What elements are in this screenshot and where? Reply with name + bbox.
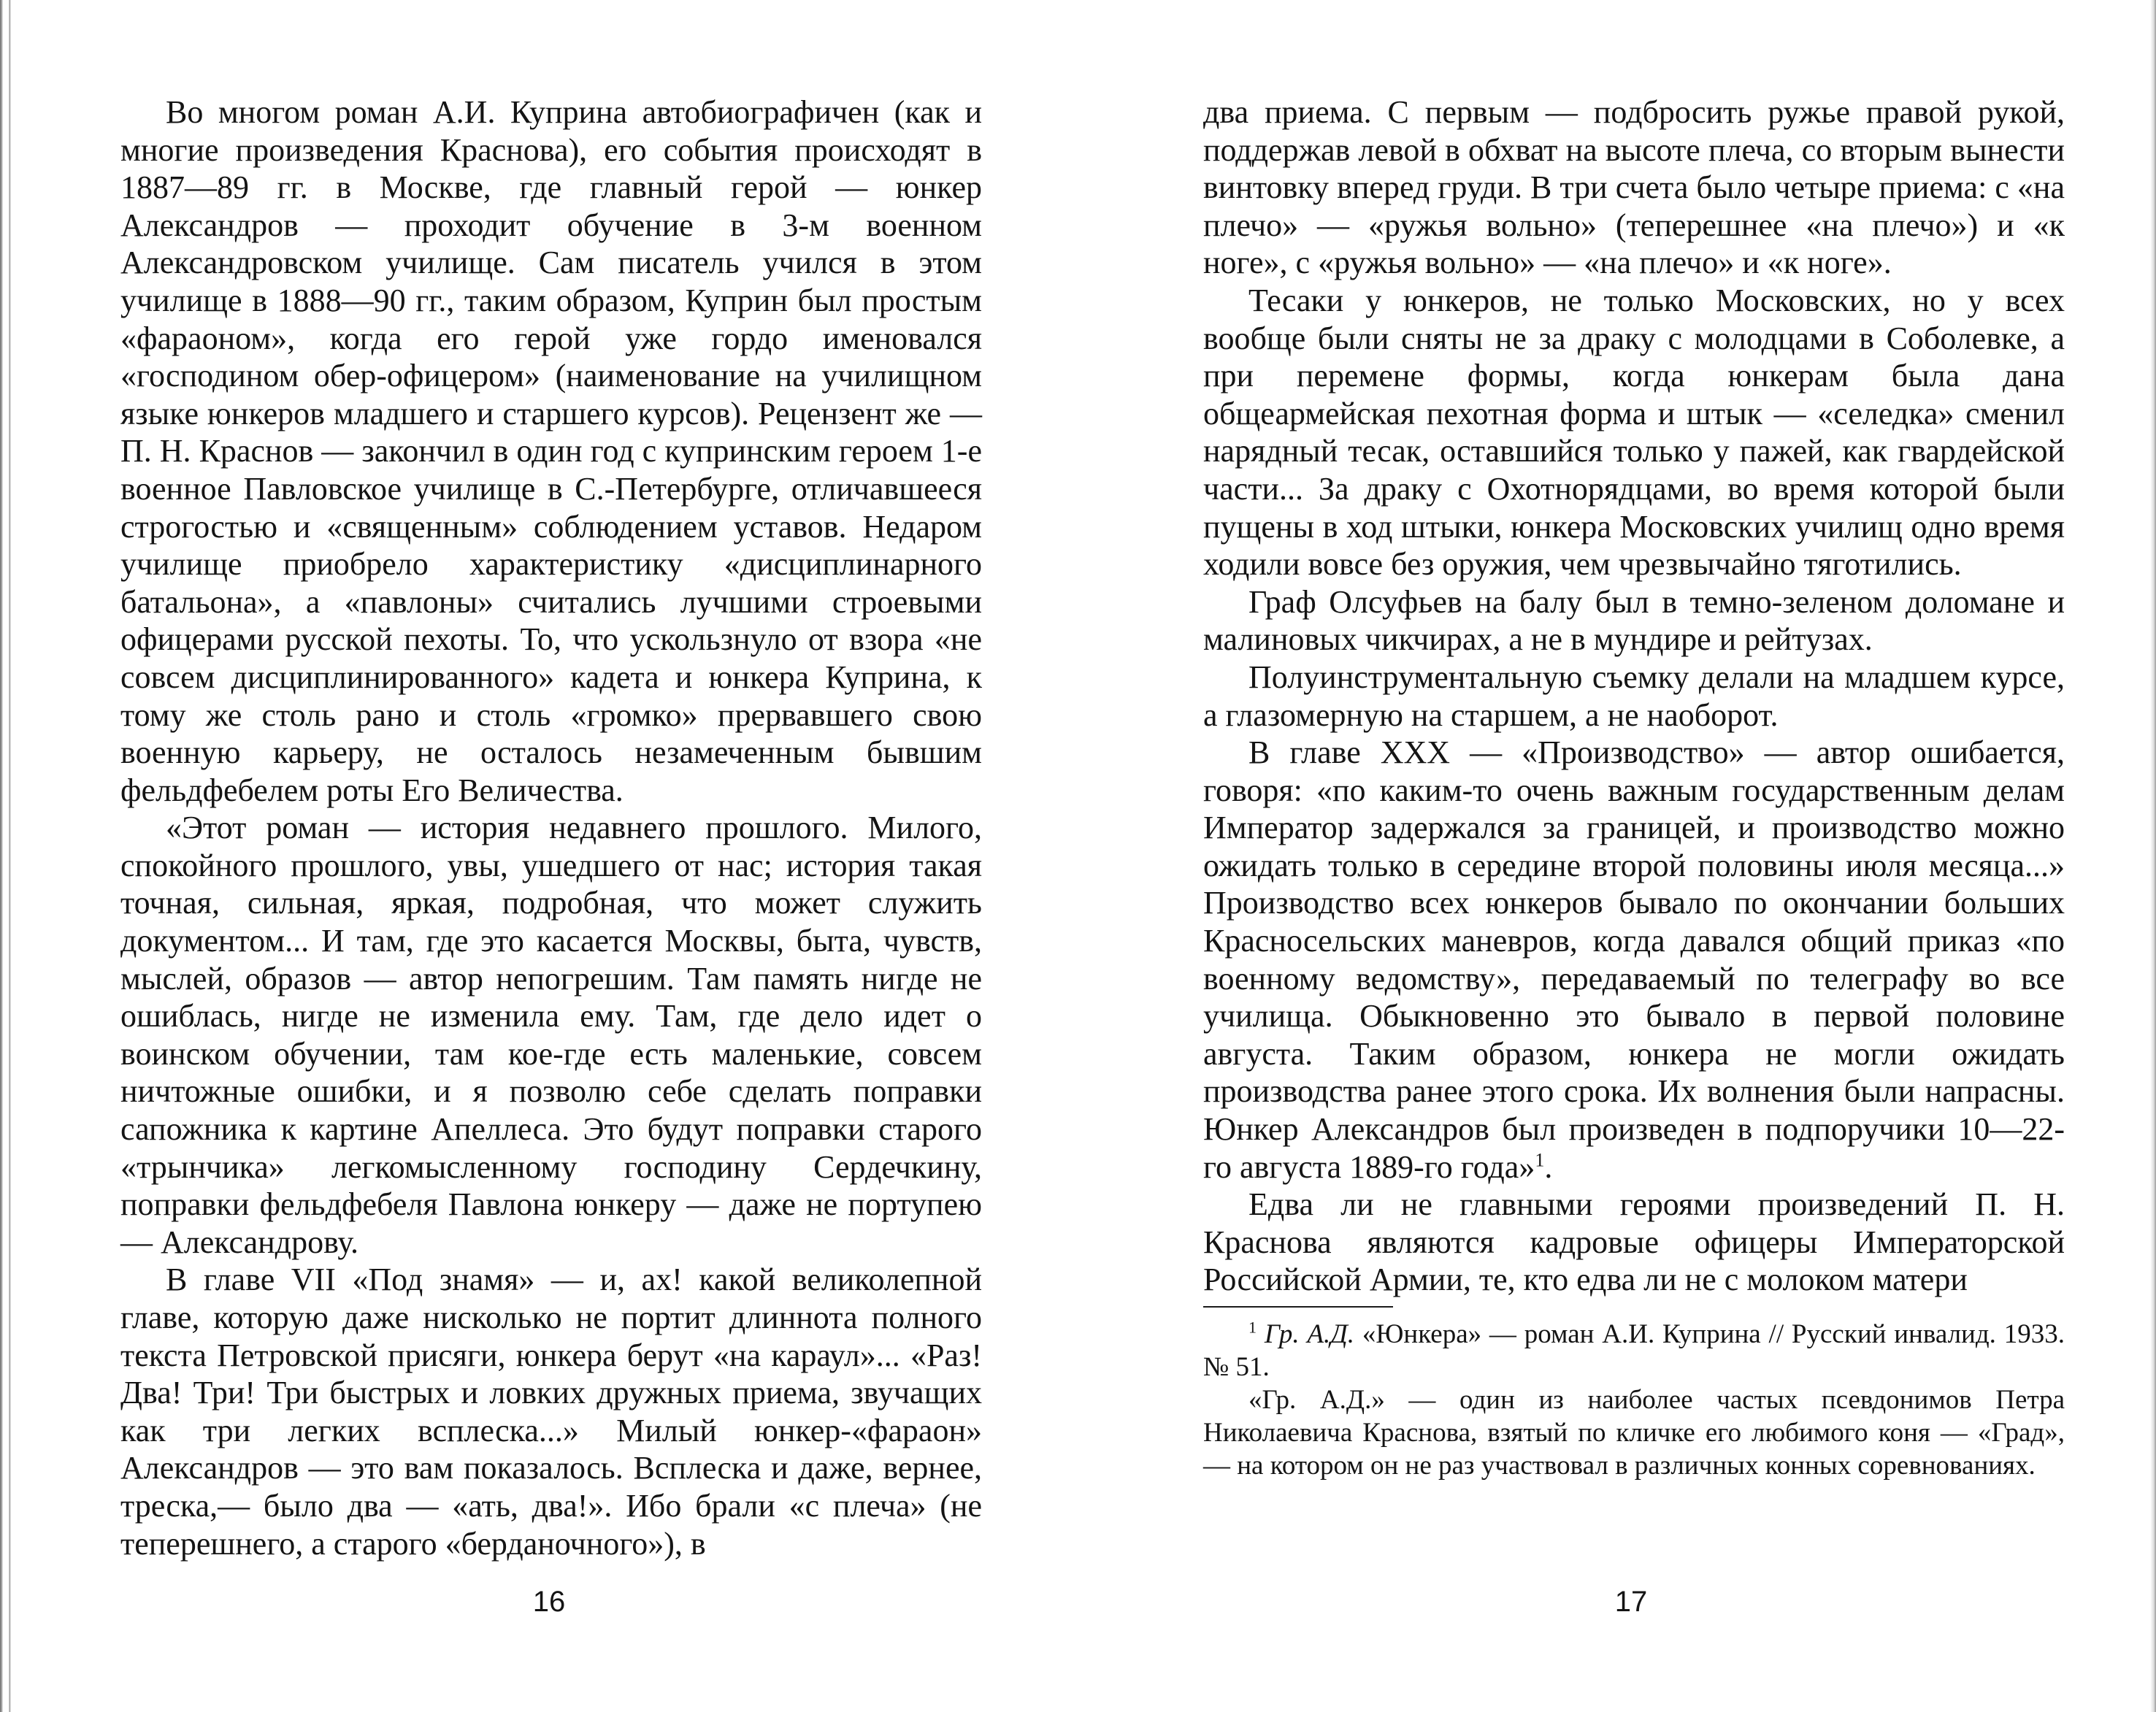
left-page-body <box>120 93 982 1562</box>
paragraph: Полуинструментальную съемку делали на младшем курсе, а глазомерную на старшем, а не наоборот. <box>1203 659 2065 733</box>
paragraph: Граф Олсуфьев на балу был в темно-зеленом доломане и малиновых чикчирах, а не в мундире и рейтузах. <box>1203 583 2065 658</box>
footnote-author: Гр. А.Д. <box>1264 1319 1355 1349</box>
footnote-divider <box>1203 1306 1393 1308</box>
paragraph: В главе VII «Под знамя» — и, ах! какой великолепной главе, которую даже нисколько не портит длиннота полного текста Петровской присяги, юнкера берут «на караул»... «Раз! Два! Три! Три быстрых и ловких дружных приема, звучащих как три легких всплеска...» Милый юнкер-«фараон» Александров — это вам показалось. Всплеска и даже, вернее, треска,— было два — «ать, два!». Ибо брали «с плеча» (не теперешнего, а старого «берданочного»), в <box>120 1262 982 1562</box>
page-number-left: 16 <box>532 1586 566 1618</box>
right-page <box>1203 93 2065 1482</box>
page-edge <box>2150 0 2156 1712</box>
footnote-marker: 1 <box>1248 1318 1257 1337</box>
book-binding-edge <box>0 0 19 1712</box>
page-number-right: 17 <box>1614 1586 1648 1618</box>
footnotes <box>1203 1318 2065 1482</box>
paragraph: В главе XXX — «Производство» — автор ошибается, говоря: «по каким-то очень важным государственным делам Император задержался за границей, и производство можно ожидать только в середине второй половины июля месяца...» Производство всех юнкеров бывало по окончании больших Красносельских маневров, когда давался общий приказ «по военному ведомству», передаваемый по телеграфу во все училища. Обыкновенно это бывало в первой половине августа. Таким образом, юнкера не могли ожидать производства ранее этого срока. Их волнения были напрасны. Юнкер Александров был произведен в подпоручики 10—22-го августа 1889-го года»$^1$. <box>1203 734 2065 1185</box>
paragraph: Едва ли не главными героями произведений П. Н. Краснова являются кадровые офицеры Императорской Российской Армии, те, кто едва ли не с молоком матери <box>1203 1186 2065 1298</box>
paragraph-text: В главе XXX — «Производство» — автор ошибается, говоря: «по каким-то очень важным государственным делам Император задержался за границей, и производство можно ожидать только в середине второй половины июля месяца...» Производство всех юнкеров бывало по окончании больших Красносельских маневров, когда давался общий приказ «по военному ведомству», передаваемый по телеграфу во все училища. Обыкновенно это бывало в первой половине августа. Таким образом, юнкера не могли ожидать производства ранее этого срока. Их волнения были напрасны. Юнкер Александров был произведен в подпоручики 10—22-го августа 1889-го года» <box>1203 734 2065 1185</box>
paragraph: Тесаки у юнкеров, не только Московских, но у всех вообще были сняты не за драку с молодцами в Соболевке, а при перемене формы, когда юнкерам была дана общеармейская пехотная форма и штык — «селедка» сменил нарядный тесак, оставшийся только у пажей, как гвардейской части... За драку с Охотнорядцами, во время которой были пущены в ход штыки, юнкера Московских училищ одно время ходили вовсе без оружия, чем чрезвычайно тяготились. <box>1203 282 2065 583</box>
footnote-reference: 1 <box>1535 1148 1545 1170</box>
paragraph: два приема. С первым — подбросить ружье правой рукой, поддержав левой в обхват на высоте плеча, со вторым вынести винтовку вперед груди. В три счета было четыре приема: с «на плечо» — «ружья вольно» (теперешнее «на плечо») и «к ноге», с «ружья вольно» — «на плечо» и «к ноге». <box>1203 94 2065 281</box>
footnote: «Гр. А.Д.» — один из наиболее частых псевдонимов Петра Николаевича Краснова, взятый по кличке его любимого коня — «Град», — на котором он не раз участвовал в различных конных соревнованиях. <box>1203 1385 2065 1481</box>
footnote <box>1203 1318 2065 1383</box>
left-page <box>120 93 982 1562</box>
paragraph: Во многом роман А.И. Куприна автобиографичен (как и многие произведения Краснова), его события происходят в 1887—89 гг. в Москве, где главный герой — юнкер Александров — проходит обучение в 3-м военном Александровском училище. Сам писатель учился в этом училище в 1888—90 гг., таким образом, Куприн был простым «фараоном», когда его герой уже гордо именовался «господином обер-офицером» (наименование на училищном языке юнкеров младшего и старшего курсов). Рецензент же — П. Н. Краснов — закончил в один год с купринским героем 1-е военное Павловское училище в С.-Петербурге, отличавшееся строгостью и «священным» соблюдением уставов. Недаром училище приобрело характеристику «дисциплинарного батальона», а «павлоны» считались лучшими строевыми офицерами русской пехоты. То, что ускользнуло от взора «не совсем дисциплинированного» кадета и юнкера Куприна, к тому же столь рано и столь «громко» прервавшего свою военную карьеру, не осталось незамеченным бывшим фельдфебелем роты Его Величества. <box>120 94 982 808</box>
paragraph: «Этот роман — история недавнего прошлого. Милого, спокойного прошлого, увы, ушедшего от нас; история такая точная, сильная, яркая, подробная, что может служить документом... И там, где это касается Москвы, быта, чувств, мыслей, образов — автор непогрешим. Там память нигде не ошиблась, нигде не изменила ему. Там, где дело идет о воинском обучении, там кое-где есть маленькие, совсем ничтожные ошибки, и я позволю себе сделать поправки сапожника к картине Апеллеса. Это будут поправки старого «трынчика» легкомысленному господину Сердечкину, поправки фельдфебеля Павлона юнкеру — даже не портупею — Александрову. <box>120 810 982 1260</box>
footnote-text: «Юнкера» — роман А.И. Куприна // Русский инвалид. 1933. № 51. <box>1203 1319 2065 1382</box>
right-page-body <box>1203 93 2065 1299</box>
